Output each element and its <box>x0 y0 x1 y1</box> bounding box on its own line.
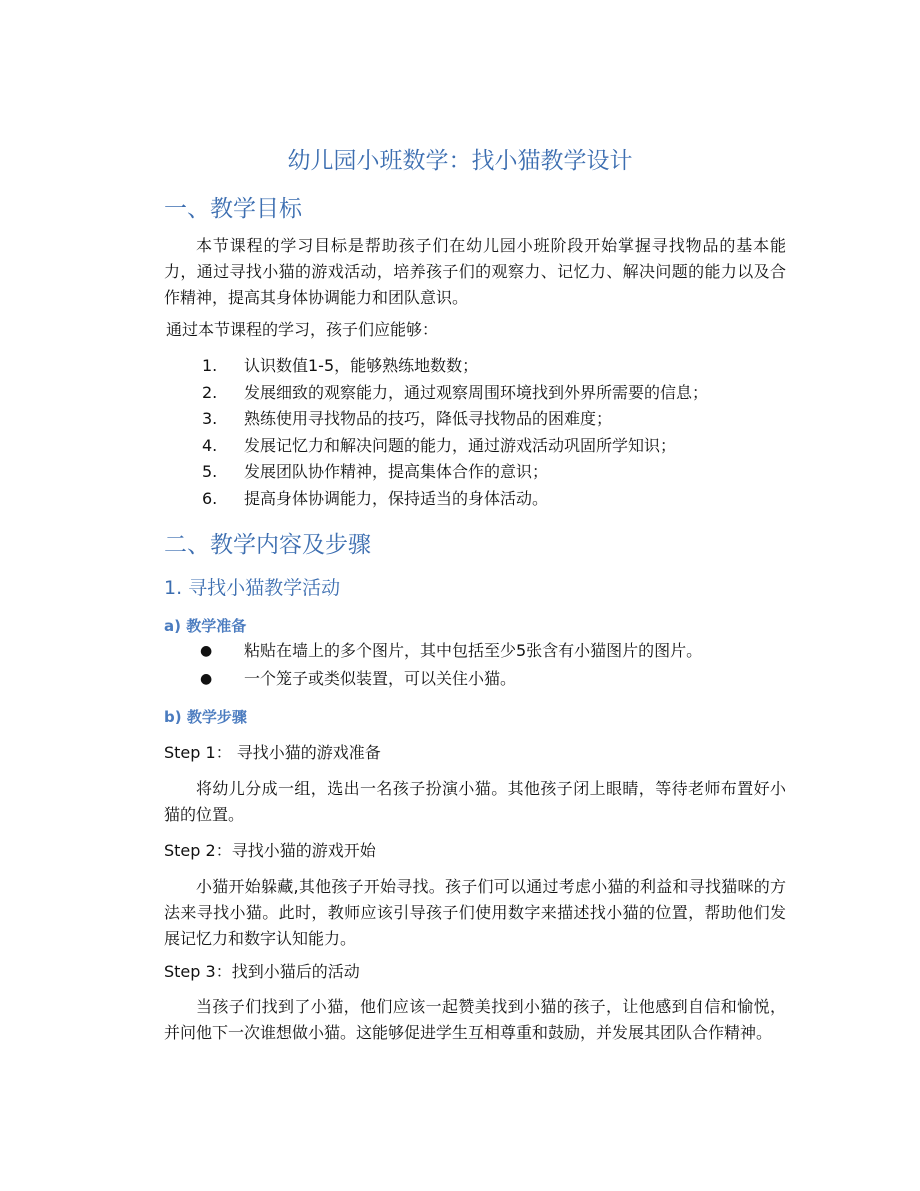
list-item-text: 发展团队协作精神，提高集体合作的意识； <box>244 462 549 482</box>
list-item-text: 认识数值1-5，能够熟练地数数； <box>244 356 479 375</box>
list-number: 6. <box>202 488 218 508</box>
step1-paragraph: 将幼儿分成一组，选出一名孩子扮演小猫。其他孩子闭上眼睛，等待老师布置好小猫的位置。 <box>164 779 786 824</box>
list-item <box>164 433 804 460</box>
step3-title: Step 3：找到小猫后的活动 <box>164 962 360 981</box>
goals-numbered-list <box>164 353 804 513</box>
goals-intro-paragraph: 本节课程的学习目标是帮助孩子们在幼儿园小班阶段开始掌握寻找物品的基本能力，通过寻找小猫的游戏活动，培养孩子们的观察力、记忆力、解决问题的能力以及合作精神，提高其身体协调能力和团队意识。 <box>164 236 786 307</box>
list-number: 3. <box>202 409 218 429</box>
list-item <box>164 459 804 486</box>
list-item-text: 发展记忆力和解决问题的能力，通过游戏活动巩固所学知识； <box>244 435 677 455</box>
list-item-text: 熟练使用寻找物品的技巧，降低寻找物品的困难度； <box>244 409 613 429</box>
goals-lead-text: 通过本节课程的学习，孩子们应能够： <box>166 320 439 339</box>
bullet-icon: ● <box>200 671 213 687</box>
prep-heading: a) 教学准备 <box>164 617 247 635</box>
list-number: 4. <box>202 435 218 455</box>
list-item-text: 发展细致的观察能力，通过观察周围环境找到外界所需要的信息； <box>244 382 709 402</box>
list-item <box>164 486 804 513</box>
list-number: 5. <box>202 462 218 482</box>
document-title: 幼儿园小班数学：找小猫教学设计 <box>287 148 633 174</box>
step2-title: Step 2：寻找小猫的游戏开始 <box>164 841 376 860</box>
list-item-text: 一个笼子或类似装置，可以关住小猫。 <box>244 669 517 688</box>
list-item-text: 提高身体协调能力，保持适当的身体活动。 <box>244 488 549 508</box>
list-item <box>164 638 804 666</box>
list-item <box>164 666 804 694</box>
list-number: 2. <box>202 382 218 402</box>
section-heading-goals: 一、教学目标 <box>164 196 302 222</box>
list-item-text: 粘贴在墙上的多个图片，其中包括至少5张含有小猫图片的图片。 <box>244 641 703 660</box>
list-item <box>164 406 804 433</box>
list-item <box>164 380 804 407</box>
subsection-heading-activity: 1. 寻找小猫教学活动 <box>164 577 341 599</box>
list-number: 1. <box>202 356 218 375</box>
list-item <box>164 353 804 380</box>
steps-heading: b) 教学步骤 <box>164 708 247 726</box>
step1-title: Step 1： 寻找小猫的游戏准备 <box>164 743 381 762</box>
bullet-icon: ● <box>200 643 213 659</box>
section-heading-content: 二、教学内容及步骤 <box>164 532 371 558</box>
step3-paragraph: 当孩子们找到了小猫，他们应该一起赞美找到小猫的孩子，让他感到自信和愉悦，并问他下一次谁想做小猫。这能够促进学生互相尊重和鼓励，并发展其团队合作精神。 <box>164 997 786 1042</box>
step2-paragraph: 小猫开始躲藏,其他孩子开始寻找。孩子们可以通过考虑小猫的利益和寻找猫咪的方法来寻找小猫。此时，教师应该引导孩子们使用数字来描述找小猫的位置，帮助他们发展记忆力和数字认知能力。 <box>164 877 786 948</box>
prep-bullet-list <box>164 638 804 694</box>
